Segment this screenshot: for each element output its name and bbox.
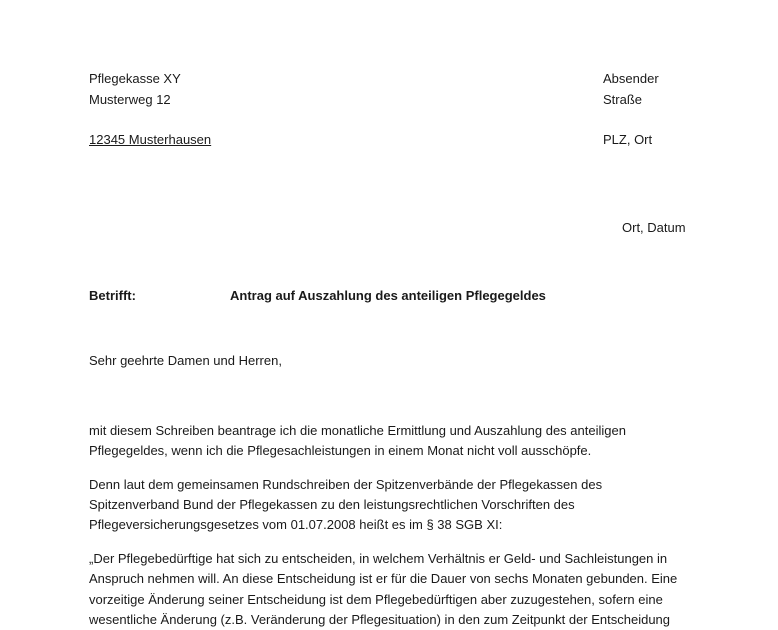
recipient-street: Musterweg 12	[89, 92, 171, 107]
paragraph-2-line: Denn laut dem gemeinsamen Rundschreiben der Spitzenverbände der Pflegekassen des	[89, 477, 603, 492]
sender-label: Absender	[603, 71, 659, 86]
salutation: Sehr geehrte Damen und Herren,	[89, 353, 282, 368]
quote-line: wesentliche Änderung (z.B. Veränderung der Pflegesituation) in den zum Zeitpunkt der Entscheidung	[89, 612, 671, 627]
quote-line: „Der Pflegebedürftige hat sich zu entscheiden, in welchem Verhältnis er Geld- und Sachleistungen in	[89, 551, 668, 566]
quote-line: vorzeitige Änderung seiner Entscheidung ist dem Pflegebedürftigen aber zuzugestehen, sofern eine	[89, 592, 663, 607]
recipient-name: Pflegekasse XY	[89, 71, 181, 86]
subject-label: Betrifft:	[89, 288, 136, 303]
sender-city: PLZ, Ort	[603, 132, 653, 147]
recipient-city: 12345 Musterhausen	[89, 132, 212, 147]
sender-street: Straße	[603, 92, 643, 107]
quote-line: Anspruch nehmen will. An diese Entscheidung ist er für die Dauer von sechs Monaten gebunden. Eine	[89, 571, 678, 586]
paragraph-1-line: mit diesem Schreiben beantrage ich die monatliche Ermittlung und Auszahlung des anteiligen	[89, 423, 626, 438]
paragraph-1-line: Pflegegeldes, wenn ich die Pflegesachleistungen in einem Monat nicht voll ausschöpfe.	[89, 443, 592, 458]
paragraph-2-line: Pflegeversicherungsgesetzes vom 01.07.2008 heißt es im § 38 SGB XI:	[89, 517, 503, 532]
place-date: Ort, Datum	[622, 220, 686, 235]
paragraph-2-line: Spitzenverband Bund der Pflegekassen zu den leistungsrechtlichen Vorschriften des	[89, 497, 575, 512]
subject-text: Antrag auf Auszahlung des anteiligen Pflegegeldes	[230, 288, 546, 303]
